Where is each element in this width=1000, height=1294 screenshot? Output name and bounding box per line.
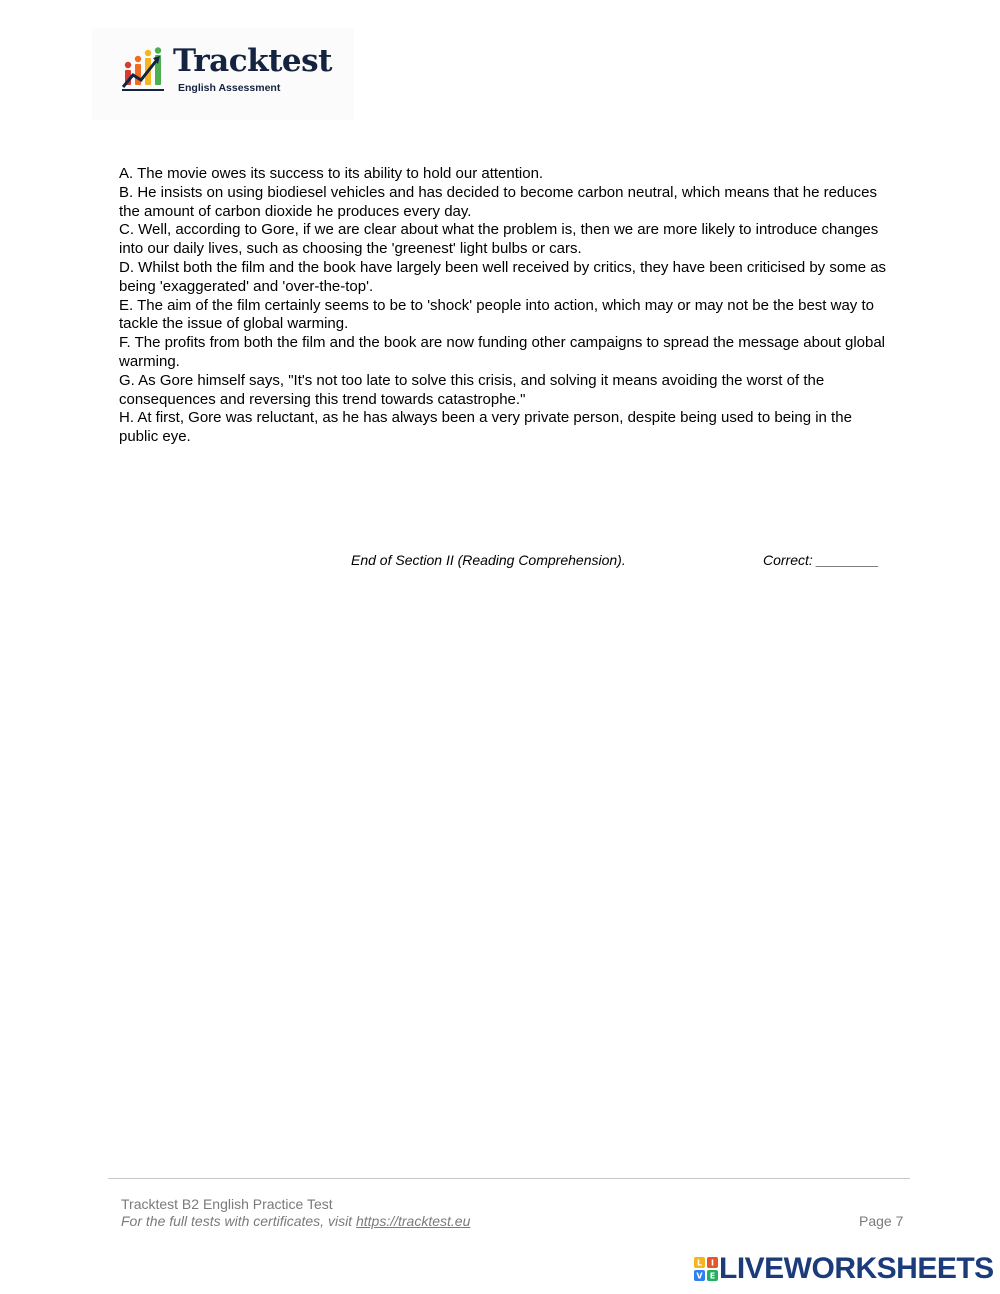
logo-title: Tracktest xyxy=(173,43,332,79)
svg-text:E: E xyxy=(709,1271,716,1281)
tracktest-link[interactable]: https://tracktest.eu xyxy=(355,1213,471,1229)
svg-text:L: L xyxy=(696,1258,703,1268)
liveworksheets-badge-icon xyxy=(694,1257,718,1281)
option-c: C. Well, according to Gore, if we are clear about what the problem is, then we are more likely to introduce changes into our daily lives, such as choosing the 'greenest' light bulbs or cars. xyxy=(119,221,879,258)
tracktest-logo xyxy=(92,28,354,120)
svg-text:V: V xyxy=(696,1271,703,1281)
option-h: H. At first, Gore was reluctant, as he has always been a very private person, despite being used to being in the public eye. xyxy=(119,409,852,446)
chart-logo-icon xyxy=(122,47,164,93)
svg-text:I: I xyxy=(711,1258,714,1268)
liveworksheets-watermark: LIVEWORKSHEETS xyxy=(719,1252,994,1285)
footer-visit-text: For the full tests with certificates, visit xyxy=(121,1213,356,1229)
section-end-note: End of Section II (Reading Comprehension). xyxy=(351,552,626,568)
logo-subtitle: English Assessment xyxy=(178,82,281,94)
footer-title: Tracktest B2 English Practice Test xyxy=(121,1196,333,1212)
option-d: D. Whilst both the film and the book have largely been well received by critics, they have been criticised by some as being 'exaggerated' and 'over-the-top'. xyxy=(119,258,887,295)
footer-visit-line xyxy=(121,1213,470,1229)
page-number: Page 7 xyxy=(859,1213,904,1229)
option-e: E. The aim of the film certainly seems to be to 'shock' people into action, which may or may not be the best way to tackle the issue of global warming. xyxy=(119,296,874,333)
option-f: F. The profits from both the film and the book are now funding other campaigns to spread the message about global warming. xyxy=(119,334,886,370)
correct-score-field: Correct: ________ xyxy=(763,552,879,568)
footer-divider xyxy=(108,1178,910,1179)
option-g: G. As Gore himself says, "It's not too late to solve this crisis, and solving it means avoiding the worst of the consequences and reversing this trend towards catastrophe." xyxy=(119,371,825,408)
option-b: B. He insists on using biodiesel vehicles and has decided to become carbon neutral, which means that he reduces the amount of carbon dioxide he produces every day. xyxy=(119,183,877,220)
answer-options-list xyxy=(119,165,894,447)
option-a: A. The movie owes its success to its ability to hold our attention. xyxy=(119,165,544,182)
